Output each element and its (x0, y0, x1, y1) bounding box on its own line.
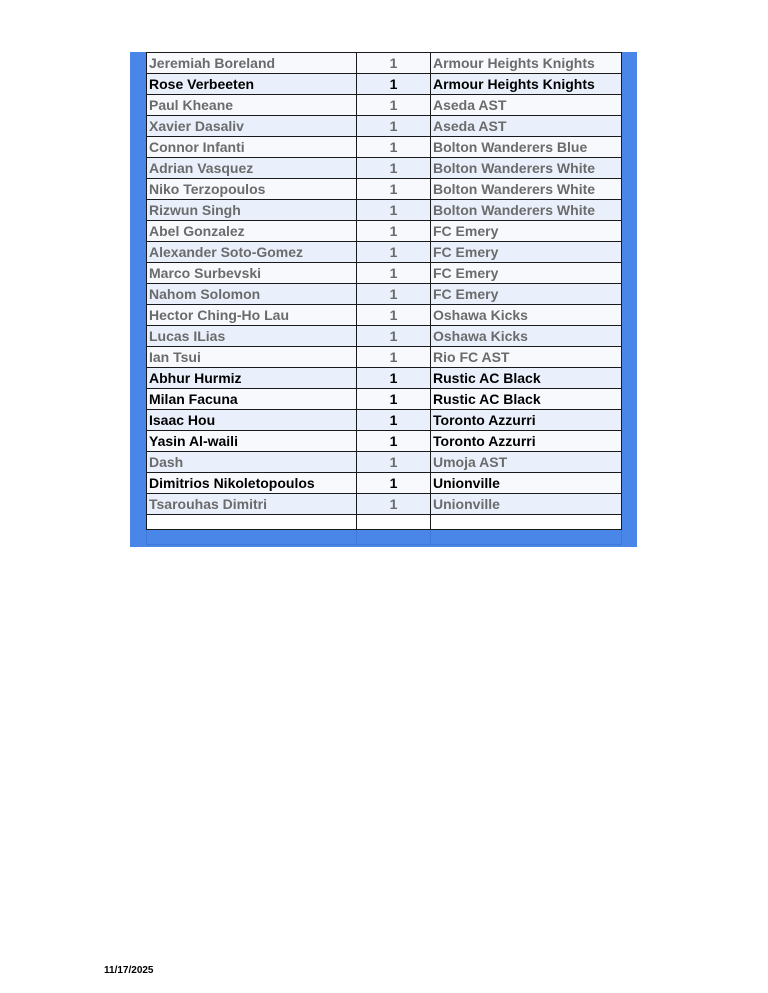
table-row (147, 53, 622, 74)
team-name-cell: Bolton Wanderers White (431, 158, 622, 179)
empty-cell (147, 515, 357, 530)
quantity-cell: 1 (357, 368, 431, 389)
team-name-cell: Rustic AC Black (431, 389, 622, 410)
spreadsheet-print-area (130, 52, 637, 547)
player-name-cell: Isaac Hou (147, 410, 357, 431)
player-name-cell: Niko Terzopoulos (147, 179, 357, 200)
quantity-cell: 1 (357, 410, 431, 431)
table-row (147, 347, 622, 368)
table-row (147, 326, 622, 347)
quantity-cell: 1 (357, 473, 431, 494)
quantity-cell: 1 (357, 389, 431, 410)
quantity-cell: 1 (357, 137, 431, 158)
quantity-cell: 1 (357, 242, 431, 263)
team-name-cell: Aseda AST (431, 116, 622, 137)
player-name-cell: Nahom Solomon (147, 284, 357, 305)
player-name-cell: Adrian Vasquez (147, 158, 357, 179)
quantity-cell: 1 (357, 263, 431, 284)
quantity-cell: 1 (357, 494, 431, 515)
table-row (147, 158, 622, 179)
table-row (147, 410, 622, 431)
player-name-cell: Yasin Al-waili (147, 431, 357, 452)
table-row (147, 242, 622, 263)
team-name-cell: Armour Heights Knights (431, 74, 622, 95)
player-name-cell: Connor Infanti (147, 137, 357, 158)
player-name-cell: Paul Kheane (147, 95, 357, 116)
table-row (147, 473, 622, 494)
table-row (147, 221, 622, 242)
table-row (147, 179, 622, 200)
roster-table (146, 52, 622, 545)
quantity-cell: 1 (357, 200, 431, 221)
player-name-cell: Dimitrios Nikoletopoulos (147, 473, 357, 494)
player-name-cell: Lucas ILias (147, 326, 357, 347)
quantity-cell: 1 (357, 347, 431, 368)
quantity-cell: 1 (357, 179, 431, 200)
quantity-cell: 1 (357, 284, 431, 305)
table-row (147, 284, 622, 305)
team-name-cell: Aseda AST (431, 95, 622, 116)
table-row (147, 305, 622, 326)
roster-table-body (147, 53, 622, 545)
team-name-cell: FC Emery (431, 221, 622, 242)
quantity-cell: 1 (357, 116, 431, 137)
player-name-cell: Abel Gonzalez (147, 221, 357, 242)
table-row (147, 137, 622, 158)
print-date: 11/17/2025 (104, 965, 154, 976)
player-name-cell: Hector Ching-Ho Lau (147, 305, 357, 326)
team-name-cell: FC Emery (431, 284, 622, 305)
empty-row (147, 515, 622, 530)
empty-cell (431, 530, 622, 545)
player-name-cell: Alexander Soto-Gomez (147, 242, 357, 263)
team-name-cell: Rustic AC Black (431, 368, 622, 389)
table-row (147, 116, 622, 137)
team-name-cell: FC Emery (431, 242, 622, 263)
player-name-cell: Rizwun Singh (147, 200, 357, 221)
team-name-cell: Oshawa Kicks (431, 326, 622, 347)
table-row (147, 431, 622, 452)
team-name-cell: Unionville (431, 494, 622, 515)
quantity-cell: 1 (357, 158, 431, 179)
player-name-cell: Milan Facuna (147, 389, 357, 410)
table-row (147, 263, 622, 284)
team-name-cell: Umoja AST (431, 452, 622, 473)
table-row (147, 74, 622, 95)
player-name-cell: Ian Tsui (147, 347, 357, 368)
header-band-row (147, 530, 622, 545)
quantity-cell: 1 (357, 74, 431, 95)
player-name-cell: Rose Verbeeten (147, 74, 357, 95)
player-name-cell: Xavier Dasaliv (147, 116, 357, 137)
team-name-cell: FC Emery (431, 263, 622, 284)
quantity-cell: 1 (357, 53, 431, 74)
team-name-cell: Oshawa Kicks (431, 305, 622, 326)
quantity-cell: 1 (357, 326, 431, 347)
table-row (147, 95, 622, 116)
empty-cell (431, 515, 622, 530)
team-name-cell: Armour Heights Knights (431, 53, 622, 74)
quantity-cell: 1 (357, 305, 431, 326)
team-name-cell: Toronto Azzurri (431, 431, 622, 452)
quantity-cell: 1 (357, 221, 431, 242)
table-row (147, 494, 622, 515)
player-name-cell: Abhur Hurmiz (147, 368, 357, 389)
quantity-cell: 1 (357, 452, 431, 473)
player-name-cell: Jeremiah Boreland (147, 53, 357, 74)
team-name-cell: Bolton Wanderers Blue (431, 137, 622, 158)
team-name-cell: Toronto Azzurri (431, 410, 622, 431)
player-name-cell: Dash (147, 452, 357, 473)
team-name-cell: Bolton Wanderers White (431, 200, 622, 221)
team-name-cell: Bolton Wanderers White (431, 179, 622, 200)
table-row (147, 200, 622, 221)
team-name-cell: Unionville (431, 473, 622, 494)
empty-cell (147, 530, 357, 545)
table-row (147, 389, 622, 410)
team-name-cell: Rio FC AST (431, 347, 622, 368)
empty-cell (357, 530, 431, 545)
quantity-cell: 1 (357, 431, 431, 452)
table-row (147, 452, 622, 473)
player-name-cell: Tsarouhas Dimitri (147, 494, 357, 515)
player-name-cell: Marco Surbevski (147, 263, 357, 284)
table-row (147, 368, 622, 389)
empty-cell (357, 515, 431, 530)
quantity-cell: 1 (357, 95, 431, 116)
